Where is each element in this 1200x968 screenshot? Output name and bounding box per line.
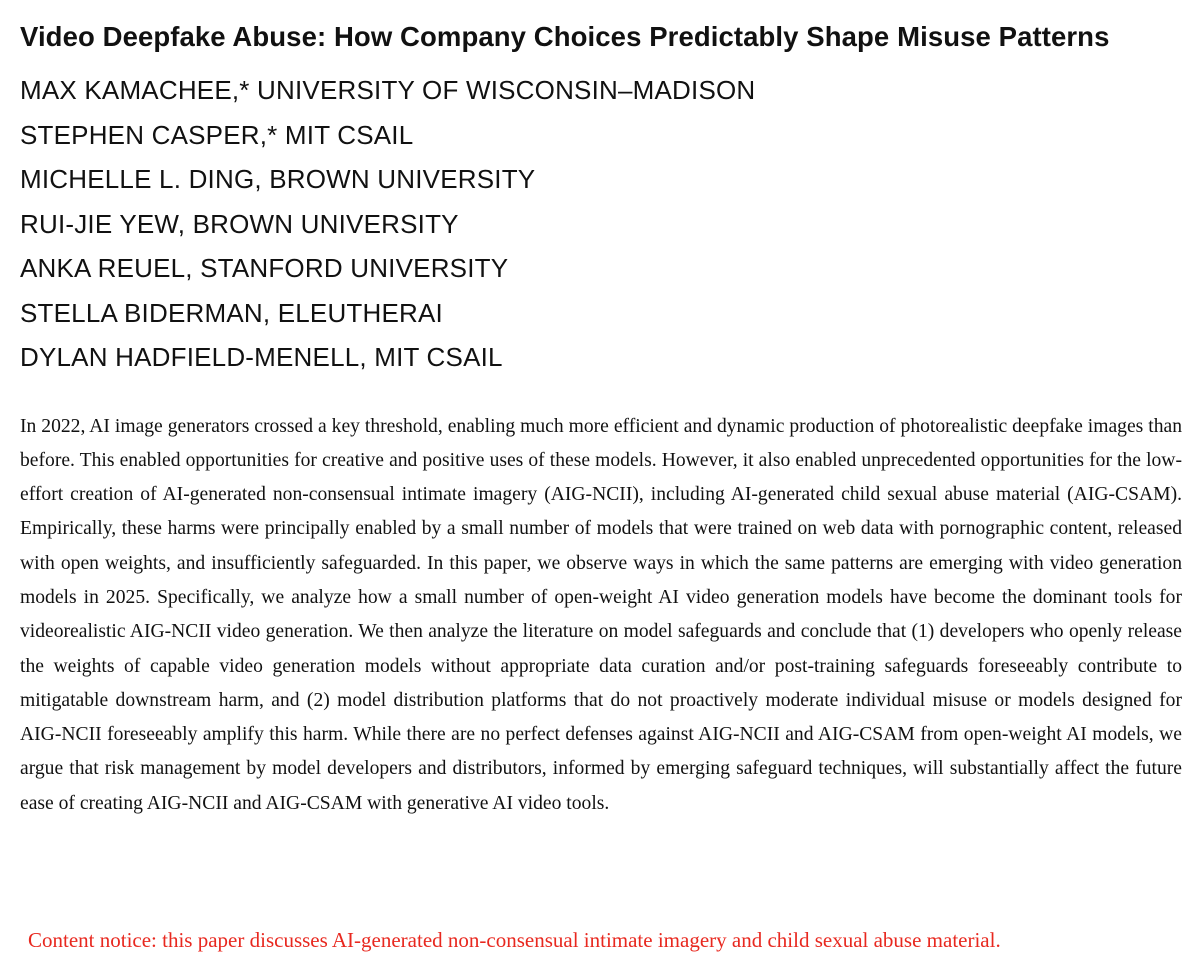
author-line: RUI-JIE YEW, BROWN UNIVERSITY <box>20 208 459 239</box>
author-line: DYLAN HADFIELD-MENELL, MIT CSAIL <box>20 342 503 372</box>
paper-title: Video Deepfake Abuse: How Company Choices Predictably Shape Misuse Patterns <box>20 21 1110 52</box>
author-line: MAX KAMACHEE,* UNIVERSITY OF WISCONSIN–MADISON <box>20 75 756 105</box>
abstract-paragraph: In 2022, AI image generators crossed a key threshold, enabling much more efficient and dynamic production of photorealistic deepfake images than before. This enabled opportunities for creative and positive uses of these models. However, it also enabled unprecedented opportunities for the low-effort creation of AI-generated non-consensual intimate imagery (AIG-NCII), including AI-generated child sexual abuse material (AIG-CSAM). Empirically, these harms were principally enabled by a small number of models that were trained on web data with pornographic content, released with open weights, and insufficiently safeguarded. In this paper, we observe ways in which the same patterns are emerging with video generation models in 2025. Specifically, we analyze how a small number of open-weight AI video generation models have become the dominant tools for videorealistic AIG-NCII video generation. We then analyze the literature on model safeguards and conclude that (1) developers who openly release the weights of capable video generation models without appropriate data curation and/or post-training safeguards foreseeably contribute to mitigatable downstream harm, and (2) model distribution platforms that do not proactively moderate individual misuse or models designed for AIG-NCII foreseeably amplify this harm. While there are no perfect defenses against AIG-NCII and AIG-CSAM from open-weight AI models, we argue that risk management by model developers and distributors, informed by emerging safeguard techniques, will substantially affect the future ease of creating AIG-NCII and AIG-CSAM with generative AI video tools. <box>20 415 1182 814</box>
author-line: STEPHEN CASPER,* MIT CSAIL <box>20 119 414 150</box>
author-line: MICHELLE L. DING, BROWN UNIVERSITY <box>20 164 536 194</box>
author-list <box>20 68 1182 380</box>
content-notice: Content notice: this paper discusses AI-generated non-consensual intimate imagery and child sexual abuse material. <box>28 928 1001 952</box>
author-line: ANKA REUEL, STANFORD UNIVERSITY <box>20 253 509 283</box>
author-line: STELLA BIDERMAN, ELEUTHERAI <box>20 297 443 328</box>
